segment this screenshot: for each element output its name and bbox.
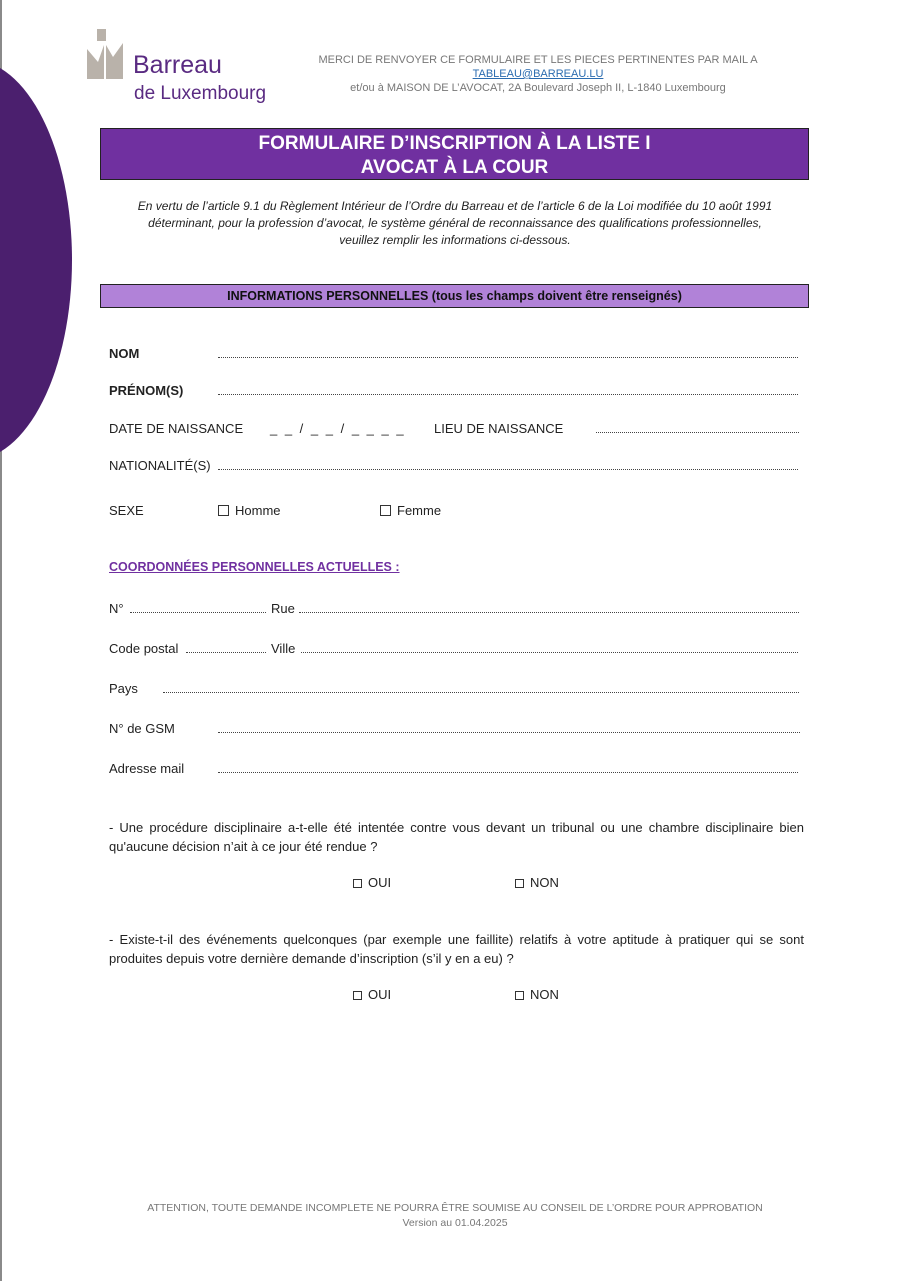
mail-label: Adresse mail bbox=[109, 761, 185, 776]
ville-field[interactable] bbox=[301, 642, 798, 653]
lieu-naissance-field[interactable] bbox=[596, 422, 799, 433]
numero-field[interactable] bbox=[130, 602, 266, 613]
sexe-label: SEXE bbox=[109, 503, 144, 518]
question2-oui-label: OUI bbox=[368, 987, 392, 1002]
form-title-line1: FORMULAIRE D’INSCRIPTION À LA LISTE I bbox=[258, 133, 651, 154]
nationalite-label: NATIONALITÉ(S) bbox=[109, 458, 211, 473]
question1-oui-checkbox[interactable] bbox=[353, 875, 391, 891]
date-naissance-field[interactable]: _ _ / _ _ / _ _ _ _ bbox=[270, 421, 406, 436]
intro-line2: déterminant, pour la profession d’avocat, le système général de reconnaissance des qualifications professionnelles, bbox=[148, 216, 762, 230]
gsm-field[interactable] bbox=[218, 722, 800, 733]
nationalite-field[interactable] bbox=[218, 459, 798, 470]
checkbox-icon bbox=[218, 505, 229, 516]
checkbox-icon bbox=[515, 879, 524, 888]
form-title-line2: AVOCAT À LA COUR bbox=[360, 157, 549, 178]
sexe-homme-label: Homme bbox=[235, 503, 281, 518]
gsm-label: N° de GSM bbox=[109, 721, 175, 736]
checkbox-icon bbox=[353, 991, 362, 1000]
code-postal-field[interactable] bbox=[186, 642, 266, 653]
intro-line3: veuillez remplir les informations ci-dessous. bbox=[339, 233, 571, 247]
rue-field[interactable] bbox=[299, 602, 799, 613]
nom-field[interactable] bbox=[218, 347, 798, 358]
header-instructions-line1: MERCI DE RENVOYER CE FORMULAIRE ET LES PIECES PERTINENTES PAR MAIL A bbox=[318, 54, 758, 66]
logo-wordmark-line2: de Luxembourg bbox=[134, 83, 267, 104]
mail-field[interactable] bbox=[218, 762, 798, 773]
question1-non-label: NON bbox=[530, 875, 559, 890]
question2-non-label: NON bbox=[530, 987, 559, 1002]
intro-line1: En vertu de l’article 9.1 du Règlement Intérieur de l’Ordre du Barreau et de l’article 6 de la Loi modifiée du 10 août 1991 bbox=[137, 199, 773, 213]
date-naissance-label: DATE DE NAISSANCE bbox=[109, 421, 244, 436]
header-instructions-line2: et/ou à MAISON DE L’AVOCAT, 2A Boulevard Joseph II, L-1840 Luxembourg bbox=[350, 82, 726, 94]
contact-email-link[interactable]: TABLEAU@BARREAU.LU bbox=[472, 68, 604, 80]
footer-version: Version au 01.04.2025 bbox=[402, 1217, 508, 1229]
checkbox-icon bbox=[515, 991, 524, 1000]
sexe-femme-label: Femme bbox=[397, 503, 442, 518]
question-events: - Existe-t-il des événements quelconques (par exemple une faillite) relatifs à votre aptitude à pratiquer qui se sont produites depuis votre dernière demande d’inscription (s’il y en a eu) ? bbox=[109, 932, 804, 966]
sexe-homme-checkbox[interactable] bbox=[218, 503, 281, 519]
coordonnees-heading: COORDONNÉES PERSONNELLES ACTUELLES : bbox=[109, 560, 400, 574]
code-postal-label: Code postal bbox=[109, 641, 179, 656]
pays-label: Pays bbox=[109, 681, 138, 696]
question2-oui-checkbox[interactable] bbox=[353, 987, 391, 1003]
checkbox-icon bbox=[353, 879, 362, 888]
numero-label: N° bbox=[109, 601, 124, 616]
section-personal-info-header: INFORMATIONS PERSONNELLES (tous les champs doivent être renseignés) bbox=[100, 284, 809, 308]
footer-warning: ATTENTION, TOUTE DEMANDE INCOMPLETE NE POURRA ÊTRE SOUMISE AU CONSEIL DE L’ORDRE POUR APPROBATION bbox=[147, 1202, 763, 1214]
logo-wordmark-line1: Barreau bbox=[133, 51, 222, 79]
question1-non-checkbox[interactable] bbox=[515, 875, 559, 891]
form-title-banner bbox=[100, 128, 809, 180]
rue-label: Rue bbox=[271, 601, 295, 616]
header-instructions bbox=[268, 53, 808, 95]
nom-label: NOM bbox=[109, 346, 140, 361]
pays-field[interactable] bbox=[163, 682, 799, 693]
question1-oui-label: OUI bbox=[368, 875, 392, 890]
lieu-naissance-label: LIEU DE NAISSANCE bbox=[434, 421, 564, 436]
sexe-femme-checkbox[interactable] bbox=[380, 503, 441, 519]
prenom-field[interactable] bbox=[218, 384, 798, 395]
question2-non-checkbox[interactable] bbox=[515, 987, 559, 1003]
prenom-label: PRÉNOM(S) bbox=[109, 383, 184, 398]
decorative-purple-arc bbox=[0, 60, 72, 460]
checkbox-icon bbox=[380, 505, 391, 516]
question-disciplinary: - Une procédure disciplinaire a-t-elle été intentée contre vous devant un tribunal ou une chambre disciplinaire bien qu'aucune décision n’ait à ce jour été rendue ? bbox=[109, 820, 804, 854]
barreau-logo-icon bbox=[86, 29, 124, 79]
intro-paragraph bbox=[100, 198, 810, 249]
ville-label: Ville bbox=[271, 641, 296, 656]
